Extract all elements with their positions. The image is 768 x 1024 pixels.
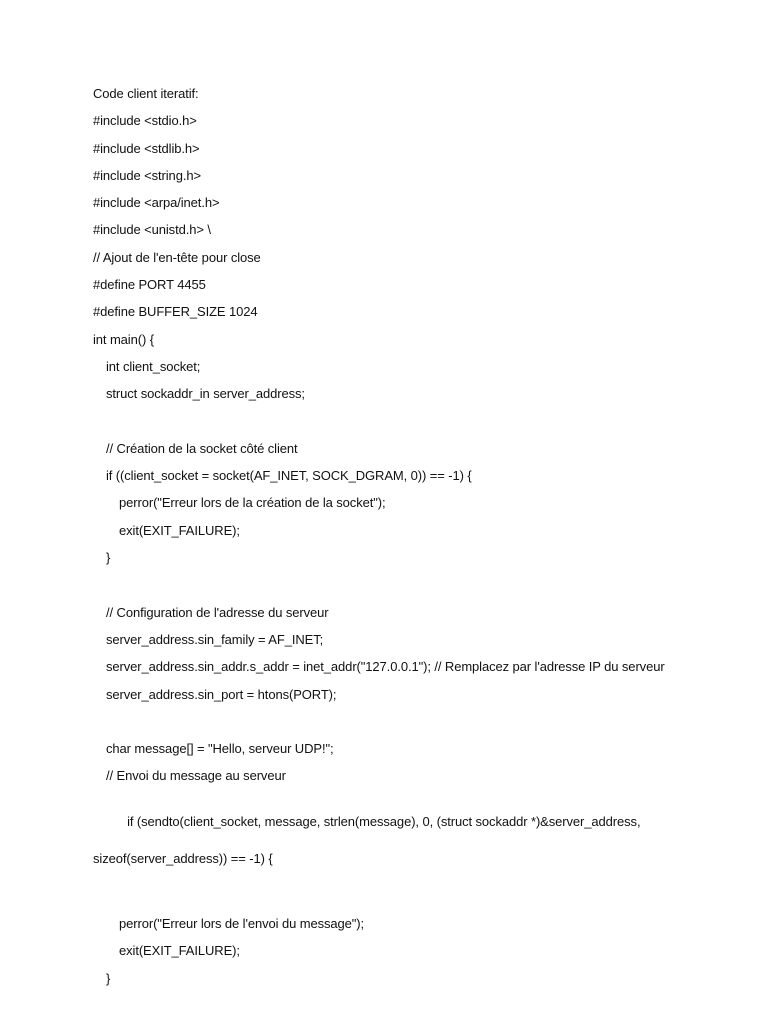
code-line-continuation: sizeof(server_address)) == -1) {	[93, 851, 273, 867]
code-line: #define BUFFER_SIZE 1024	[93, 304, 258, 320]
code-comment: // Création de la socket côté client	[106, 440, 298, 456]
code-line: perror("Erreur lors de l'envoi du message");	[119, 916, 365, 932]
blank-line	[93, 413, 713, 431]
code-line: }	[106, 550, 111, 566]
code-line: char message[] = "Hello, serveur UDP!";	[106, 741, 334, 757]
code-comment: // Ajout de l'en-tête pour close	[93, 249, 261, 265]
code-line: struct sockaddr_in server_address;	[106, 386, 305, 402]
code-line: if ((client_socket = socket(AF_INET, SOCK_DGRAM, 0)) == -1) {	[106, 468, 472, 484]
code-line: int client_socket;	[106, 358, 201, 374]
code-line: exit(EXIT_FAILURE);	[119, 522, 240, 538]
blank-line	[93, 576, 713, 594]
code-comment: // Envoi du message au serveur	[106, 768, 286, 784]
code-line: #include <stdlib.h>	[93, 140, 200, 156]
code-line: #include <unistd.h> \	[93, 222, 211, 238]
code-line-part: if (sendto(client_socket, message, strlen(message), 0, (struct sockaddr *)&server_address,	[127, 814, 641, 830]
code-line: server_address.sin_family = AF_INET;	[106, 631, 324, 647]
code-line-wrapped	[93, 795, 713, 906]
code-line: server_address.sin_addr.s_addr = inet_addr("127.0.0.1"); // Remplacez par l'adresse IP du serveur	[106, 659, 665, 675]
code-line: #include <string.h>	[93, 167, 201, 183]
code-line: perror("Erreur lors de la création de la socket");	[119, 495, 386, 511]
code-line: #include <stdio.h>	[93, 113, 197, 129]
code-line: #define PORT 4455	[93, 277, 206, 293]
blank-line	[93, 713, 713, 731]
code-line: int main() {	[93, 331, 154, 347]
code-comment: // Configuration de l'adresse du serveur	[106, 604, 329, 620]
code-line: #include <arpa/inet.h>	[93, 195, 220, 211]
code-line: server_address.sin_port = htons(PORT);	[106, 686, 337, 702]
code-line: exit(EXIT_FAILURE);	[119, 943, 240, 959]
code-line: }	[106, 970, 111, 986]
document-body	[93, 85, 713, 997]
document-heading: Code client iteratif:	[93, 86, 199, 101]
